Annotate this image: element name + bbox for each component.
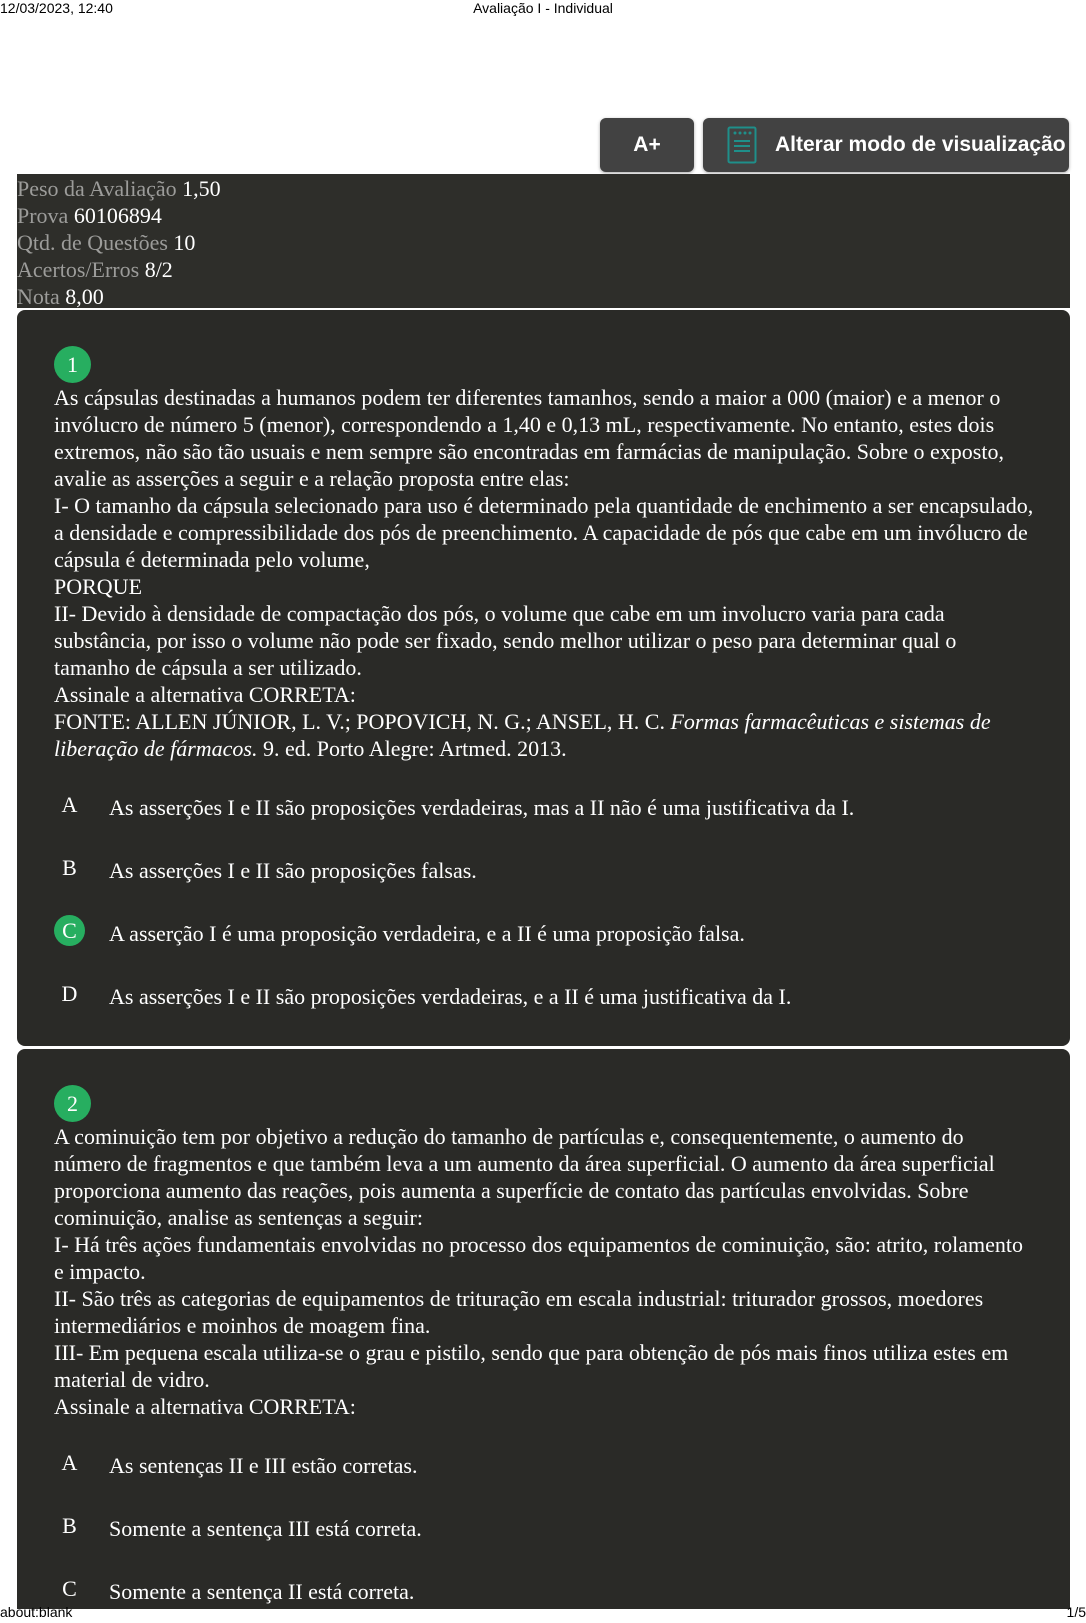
increase-font-button[interactable] (600, 118, 694, 172)
option-letter: B (62, 854, 77, 880)
summary-label: Peso da Avaliação (17, 176, 177, 201)
option-letter: A (61, 791, 78, 817)
question-text (54, 1123, 1034, 1420)
summary-label: Acertos/Erros (17, 257, 140, 282)
change-view-mode-button[interactable] (703, 118, 1069, 172)
change-view-mode-label: Alterar modo de visualização (775, 133, 1066, 156)
print-datetime: 12/03/2023, 12:40 (0, 0, 113, 16)
summary-value: 1,50 (182, 176, 221, 201)
print-page-title: Avaliação I - Individual (473, 0, 613, 16)
option-text: As sentenças II e III estão corretas. (109, 1453, 418, 1478)
answer-option-b[interactable] (54, 1497, 1034, 1560)
print-footer (0, 1604, 1086, 1620)
source-title: Formas farmacêuticas e sistemas de liberação de fármacos. (54, 709, 991, 761)
summary-value: 60106894 (73, 203, 162, 228)
answer-option-c[interactable] (54, 902, 1034, 965)
answer-option-a[interactable] (54, 776, 1034, 839)
summary-row-hits-misses (17, 256, 1070, 283)
option-letter: C (62, 1575, 77, 1601)
option-letter: A (61, 1449, 78, 1475)
question-paragraph: I- O tamanho da cápsula selecionado para uso é determinado pela quantidade de enchimento a ser encapsulado, a densidade e compressibilidade dos pós de preenchimento. A capacidade de pós que cabe em um invólucro de cápsula é determinada pelo volume, (54, 493, 1034, 572)
question-paragraph: As cápsulas destinadas a humanos podem ter diferentes tamanhos, sendo a maior a 000 (maior) e a menor o invólucro de número 5 (menor), correspondendo a 1,40 e 0,13 mL, respectivamente. No entanto, estes dois extremos, não são tão usuais e nem sempre são encontradas em farmácias de manipulação. Sobre o exposto, avalie as asserções a seguir e a relação proposta entre elas: (54, 385, 1004, 491)
question-paragraph: II- São três as categorias de equipamentos de trituração em escala industrial: triturador grossos, moedores intermediários e moinhos de moagem fina. (54, 1286, 984, 1338)
question-paragraph: I- Há três ações fundamentais envolvidas no processo dos equipamentos de cominuição, são: atrito, rolamento e impacto. (54, 1232, 1023, 1284)
question-paragraph: Assinale a alternativa CORRETA: (54, 1394, 356, 1419)
question-card-1 (17, 310, 1070, 1046)
evaluation-summary (17, 174, 1070, 308)
print-url: about:blank (0, 1604, 73, 1620)
summary-value: 8,00 (65, 284, 104, 309)
question-text (54, 384, 1034, 762)
toolbar (600, 118, 1069, 172)
answer-option-d[interactable] (54, 965, 1034, 1028)
option-letter: B (62, 1512, 77, 1538)
option-text: Somente a sentença III está correta. (109, 1516, 422, 1541)
question-paragraph: II- Devido à densidade de compactação dos pós, o volume que cabe em um involucro varia para cada substância, por isso o volume não pode ser fixado, sendo melhor utilizar o peso para determinar qual o tamanho de cápsula a ser utilizado. (54, 601, 957, 680)
option-text: As asserções I e II são proposições verdadeiras, e a II é uma justificativa da I. (109, 984, 792, 1009)
summary-label: Qtd. de Questões (17, 230, 168, 255)
question-number-badge: 2 (54, 1085, 91, 1122)
question-card-2 (17, 1049, 1070, 1609)
answer-options (54, 776, 1034, 1028)
answer-options (54, 1434, 1034, 1623)
question-source (54, 708, 1034, 762)
answer-option-a[interactable] (54, 1434, 1034, 1497)
source-publisher: 9. ed. Porto Alegre: Artmed. 2013. (257, 736, 567, 761)
option-text: As asserções I e II são proposições verdadeiras, mas a II não é uma justificativa da I. (109, 795, 855, 820)
question-paragraph: PORQUE (54, 574, 143, 599)
option-text: A asserção I é uma proposição verdadeira, e a II é uma proposição falsa. (109, 921, 745, 946)
question-paragraph: III- Em pequena escala utiliza-se o grau e pistilo, sendo que para obtenção de pós mais finos utiliza estes em material de vidro. (54, 1340, 1009, 1392)
option-letter: D (61, 980, 78, 1006)
increase-font-label: A+ (633, 133, 661, 156)
answer-option-b[interactable] (54, 839, 1034, 902)
option-letter-selected: C (54, 915, 85, 946)
summary-label: Prova (17, 203, 69, 228)
option-text: Somente a sentença II está correta. (109, 1579, 415, 1604)
source-authors: FONTE: ALLEN JÚNIOR, L. V.; POPOVICH, N. G.; ANSEL, H. C. (54, 709, 671, 734)
option-text: As asserções I e II são proposições falsas. (109, 858, 477, 883)
summary-label: Nota (17, 284, 60, 309)
summary-value: 8/2 (144, 257, 173, 282)
question-number-badge: 1 (54, 346, 91, 383)
summary-row-grade (17, 283, 1070, 310)
summary-row-weight (17, 175, 1070, 202)
summary-value: 10 (173, 230, 196, 255)
summary-row-exam (17, 202, 1070, 229)
print-page-number: 1/5 (1066, 1604, 1086, 1620)
question-paragraph: A cominuição tem por objetivo a redução do tamanho de partículas e, consequentemente, o aumento do número de fragmentos e que também leva a um aumento da área superficial. O aumento da área superficial proporciona aumento das reações, pois aumenta a superfície de contato das partículas envolvidas. Sobre cominuição, analise as sentenças a seguir: (54, 1124, 995, 1230)
summary-row-question-count (17, 229, 1070, 256)
question-paragraph: Assinale a alternativa CORRETA: (54, 682, 356, 707)
print-header (0, 0, 1086, 16)
document-icon (727, 126, 757, 164)
